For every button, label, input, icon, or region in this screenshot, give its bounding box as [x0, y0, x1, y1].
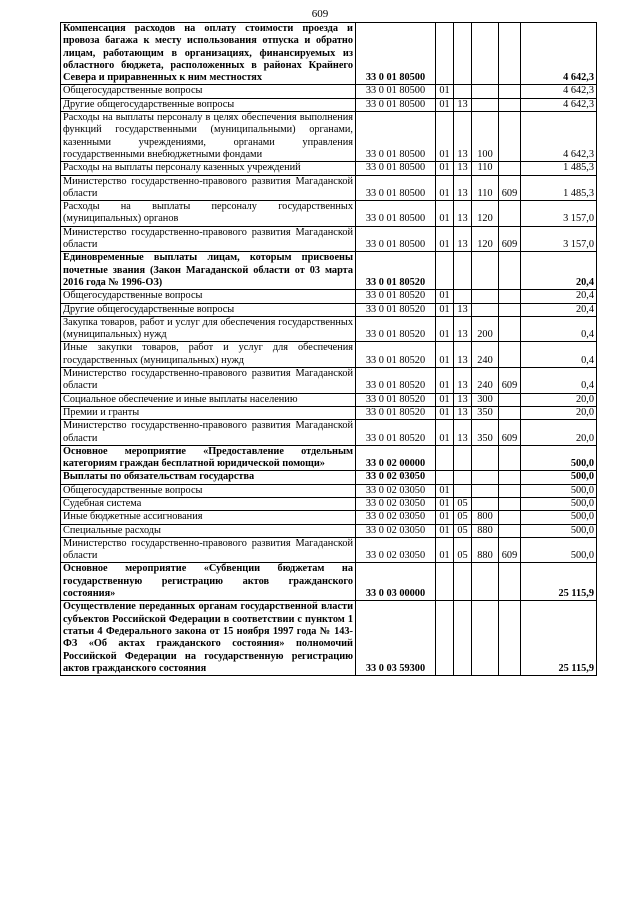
- expense-type-code: 350: [472, 420, 499, 446]
- subsection-code: [454, 601, 472, 676]
- section-code: 01: [436, 290, 454, 303]
- table-row: [61, 420, 597, 446]
- table-row: [61, 471, 597, 484]
- expense-type-code: 100: [472, 112, 499, 162]
- row-name: Иные закупки товаров, работ и услуг для обеспечения государственных (муниципальных) нужд: [61, 342, 356, 368]
- subsection-code: 05: [454, 537, 472, 563]
- target-article-code: 33 0 02 03050: [356, 537, 436, 563]
- row-name: Премии и гранты: [61, 406, 356, 419]
- expense-type-code: 240: [472, 368, 499, 394]
- section-code: 01: [436, 112, 454, 162]
- amount: 25 115,9: [521, 563, 597, 601]
- row-name: Общегосударственные вопросы: [61, 290, 356, 303]
- expense-type-code: 110: [472, 175, 499, 201]
- row-name: Министерство государственно-правового развития Магаданской области: [61, 368, 356, 394]
- row-name: Министерство государственно-правового развития Магаданской области: [61, 537, 356, 563]
- table-row: [61, 445, 597, 471]
- amount: 4 642,3: [521, 112, 597, 162]
- subsection-code: [454, 85, 472, 98]
- section-code: 01: [436, 175, 454, 201]
- row-name: Компенсация расходов на оплату стоимости проезда и провоза багажа к месту использования отпуска и обратно лицам, работающим в организациях, финансируемых из областного бюджета, расположенных в районах Крайнего Севера и приравненных к ним местностях: [61, 23, 356, 85]
- table-row: [61, 201, 597, 227]
- table-row: [61, 484, 597, 497]
- expense-type-code: 350: [472, 406, 499, 419]
- row-name: Расходы на выплаты персоналу государственных (муниципальных) органов: [61, 201, 356, 227]
- expense-type-code: [472, 445, 499, 471]
- department-code: [499, 290, 521, 303]
- table-row: [61, 98, 597, 111]
- row-name: Общегосударственные вопросы: [61, 484, 356, 497]
- target-article-code: 33 0 02 00000: [356, 445, 436, 471]
- table-row: [61, 497, 597, 510]
- department-code: [499, 85, 521, 98]
- target-article-code: 33 0 01 80520: [356, 290, 436, 303]
- target-article-code: 33 0 01 80500: [356, 112, 436, 162]
- amount: 0,4: [521, 368, 597, 394]
- subsection-code: [454, 290, 472, 303]
- amount: 0,4: [521, 342, 597, 368]
- subsection-code: 13: [454, 303, 472, 316]
- department-code: [499, 471, 521, 484]
- subsection-code: [454, 484, 472, 497]
- amount: 500,0: [521, 537, 597, 563]
- section-code: 01: [436, 524, 454, 537]
- amount: 500,0: [521, 484, 597, 497]
- subsection-code: [454, 23, 472, 85]
- expense-type-code: 880: [472, 537, 499, 563]
- table-row: [61, 537, 597, 563]
- department-code: [499, 524, 521, 537]
- expense-type-code: 240: [472, 342, 499, 368]
- subsection-code: 05: [454, 511, 472, 524]
- section-code: 01: [436, 393, 454, 406]
- department-code: 609: [499, 175, 521, 201]
- table-row: [61, 563, 597, 601]
- row-name: Основное мероприятие «Предоставление отдельным категориям граждан бесплатной юридической помощи»: [61, 445, 356, 471]
- department-code: [499, 316, 521, 342]
- expense-type-code: [472, 290, 499, 303]
- table-row: [61, 303, 597, 316]
- row-name: Министерство государственно-правового развития Магаданской области: [61, 175, 356, 201]
- department-code: [499, 23, 521, 85]
- expense-type-code: [472, 23, 499, 85]
- target-article-code: 33 0 03 59300: [356, 601, 436, 676]
- subsection-code: 13: [454, 175, 472, 201]
- target-article-code: 33 0 01 80520: [356, 406, 436, 419]
- amount: 4 642,3: [521, 85, 597, 98]
- target-article-code: 33 0 01 80500: [356, 23, 436, 85]
- amount: 500,0: [521, 471, 597, 484]
- expense-type-code: [472, 497, 499, 510]
- expense-type-code: [472, 471, 499, 484]
- row-name: Общегосударственные вопросы: [61, 85, 356, 98]
- table-row: [61, 23, 597, 85]
- table-row: [61, 162, 597, 175]
- expense-type-code: [472, 303, 499, 316]
- section-code: 01: [436, 316, 454, 342]
- subsection-code: 13: [454, 420, 472, 446]
- row-name: Другие общегосударственные вопросы: [61, 98, 356, 111]
- expense-type-code: 120: [472, 226, 499, 252]
- department-code: [499, 252, 521, 290]
- expense-type-code: 880: [472, 524, 499, 537]
- subsection-code: [454, 471, 472, 484]
- subsection-code: 13: [454, 226, 472, 252]
- amount: 3 157,0: [521, 201, 597, 227]
- amount: 20,0: [521, 420, 597, 446]
- subsection-code: [454, 445, 472, 471]
- target-article-code: 33 0 01 80520: [356, 252, 436, 290]
- section-code: 01: [436, 85, 454, 98]
- department-code: [499, 303, 521, 316]
- target-article-code: 33 0 02 03050: [356, 524, 436, 537]
- department-code: 609: [499, 420, 521, 446]
- row-name: Выплаты по обязательствам государства: [61, 471, 356, 484]
- subsection-code: 13: [454, 368, 472, 394]
- subsection-code: 13: [454, 162, 472, 175]
- table-row: [61, 342, 597, 368]
- department-code: [499, 112, 521, 162]
- section-code: 01: [436, 98, 454, 111]
- section-code: 01: [436, 368, 454, 394]
- section-code: 01: [436, 497, 454, 510]
- row-name: Министерство государственно-правового развития Магаданской области: [61, 226, 356, 252]
- expense-type-code: 300: [472, 393, 499, 406]
- expense-type-code: [472, 601, 499, 676]
- section-code: 01: [436, 511, 454, 524]
- row-name: Единовременные выплаты лицам, которым присвоены почетные звания (Закон Магаданской области от 03 марта 2016 года № 1996-ОЗ): [61, 252, 356, 290]
- section-code: 01: [436, 303, 454, 316]
- amount: 4 642,3: [521, 98, 597, 111]
- amount: 20,0: [521, 406, 597, 419]
- department-code: 609: [499, 537, 521, 563]
- subsection-code: 13: [454, 393, 472, 406]
- target-article-code: 33 0 02 03050: [356, 471, 436, 484]
- department-code: [499, 484, 521, 497]
- subsection-code: 13: [454, 316, 472, 342]
- target-article-code: 33 0 01 80500: [356, 98, 436, 111]
- row-name: Иные бюджетные ассигнования: [61, 511, 356, 524]
- target-article-code: 33 0 01 80500: [356, 226, 436, 252]
- section-code: 01: [436, 537, 454, 563]
- target-article-code: 33 0 01 80520: [356, 342, 436, 368]
- section-code: [436, 445, 454, 471]
- expense-type-code: 800: [472, 511, 499, 524]
- amount: 0,4: [521, 316, 597, 342]
- row-name: Судебная система: [61, 497, 356, 510]
- subsection-code: 13: [454, 342, 472, 368]
- amount: 4 642,3: [521, 23, 597, 85]
- row-name: Специальные расходы: [61, 524, 356, 537]
- target-article-code: 33 0 01 80500: [356, 175, 436, 201]
- amount: 20,4: [521, 290, 597, 303]
- table-row: [61, 112, 597, 162]
- table-row: [61, 524, 597, 537]
- expense-type-code: 120: [472, 201, 499, 227]
- amount: 500,0: [521, 445, 597, 471]
- subsection-code: [454, 563, 472, 601]
- amount: 25 115,9: [521, 601, 597, 676]
- section-code: 01: [436, 420, 454, 446]
- row-name: Осуществление переданных органам государственной власти субъектов Российской Федерации в соответствии с пунктом 1 статьи 4 Федерального закона от 15 ноября 1997 года № 143-ФЗ «Об актах гражданского состояния» полномочий Российской Федерации на государственную регистрацию актов гражданского состояния: [61, 601, 356, 676]
- subsection-code: 05: [454, 524, 472, 537]
- table-row: [61, 406, 597, 419]
- target-article-code: 33 0 01 80520: [356, 368, 436, 394]
- subsection-code: [454, 252, 472, 290]
- expense-type-code: 110: [472, 162, 499, 175]
- target-article-code: 33 0 01 80520: [356, 393, 436, 406]
- section-code: 01: [436, 226, 454, 252]
- section-code: 01: [436, 201, 454, 227]
- subsection-code: 05: [454, 497, 472, 510]
- row-name: Социальное обеспечение и иные выплаты населению: [61, 393, 356, 406]
- section-code: 01: [436, 484, 454, 497]
- section-code: [436, 563, 454, 601]
- table-row: [61, 252, 597, 290]
- table-row: [61, 226, 597, 252]
- row-name: Министерство государственно-правового развития Магаданской области: [61, 420, 356, 446]
- budget-table: [60, 22, 597, 676]
- table-row: [61, 368, 597, 394]
- target-article-code: 33 0 02 03050: [356, 497, 436, 510]
- department-code: [499, 497, 521, 510]
- section-code: 01: [436, 162, 454, 175]
- section-code: [436, 601, 454, 676]
- department-code: [499, 406, 521, 419]
- amount: 500,0: [521, 524, 597, 537]
- section-code: 01: [436, 406, 454, 419]
- subsection-code: 13: [454, 98, 472, 111]
- table-row: [61, 85, 597, 98]
- table-row: [61, 175, 597, 201]
- target-article-code: 33 0 01 80520: [356, 316, 436, 342]
- section-code: [436, 471, 454, 484]
- amount: 1 485,3: [521, 162, 597, 175]
- table-row: [61, 511, 597, 524]
- amount: 20,4: [521, 303, 597, 316]
- row-name: Закупка товаров, работ и услуг для обеспечения государственных (муниципальных) нужд: [61, 316, 356, 342]
- department-code: 609: [499, 368, 521, 394]
- subsection-code: 13: [454, 201, 472, 227]
- department-code: [499, 445, 521, 471]
- amount: 20,4: [521, 252, 597, 290]
- expense-type-code: [472, 98, 499, 111]
- table-row: [61, 290, 597, 303]
- expense-type-code: [472, 563, 499, 601]
- row-name: Расходы на выплаты персоналу казенных учреждений: [61, 162, 356, 175]
- amount: 1 485,3: [521, 175, 597, 201]
- department-code: [499, 201, 521, 227]
- table-row: [61, 316, 597, 342]
- section-code: [436, 252, 454, 290]
- target-article-code: 33 0 02 03050: [356, 484, 436, 497]
- target-article-code: 33 0 01 80500: [356, 85, 436, 98]
- target-article-code: 33 0 01 80500: [356, 162, 436, 175]
- expense-type-code: 200: [472, 316, 499, 342]
- department-code: [499, 563, 521, 601]
- department-code: [499, 162, 521, 175]
- expense-type-code: [472, 85, 499, 98]
- row-name: Расходы на выплаты персоналу в целях обеспечения выполнения функций государственными (муниципальными) органами, казенными учреждениями, органами управления государственными внебюджетными фондами: [61, 112, 356, 162]
- amount: 3 157,0: [521, 226, 597, 252]
- expense-type-code: [472, 252, 499, 290]
- department-code: [499, 342, 521, 368]
- table-row: [61, 393, 597, 406]
- amount: 500,0: [521, 497, 597, 510]
- target-article-code: 33 0 02 03050: [356, 511, 436, 524]
- subsection-code: 13: [454, 406, 472, 419]
- amount: 20,0: [521, 393, 597, 406]
- expense-type-code: [472, 484, 499, 497]
- table-row: [61, 601, 597, 676]
- department-code: [499, 393, 521, 406]
- row-name: Основное мероприятие «Субвенции бюджетам на государственную регистрацию актов гражданского состояния»: [61, 563, 356, 601]
- target-article-code: 33 0 01 80520: [356, 303, 436, 316]
- department-code: [499, 98, 521, 111]
- section-code: 01: [436, 342, 454, 368]
- target-article-code: 33 0 03 00000: [356, 563, 436, 601]
- page-number: 609: [311, 8, 329, 20]
- target-article-code: 33 0 01 80500: [356, 201, 436, 227]
- target-article-code: 33 0 01 80520: [356, 420, 436, 446]
- department-code: [499, 511, 521, 524]
- row-name: Другие общегосударственные вопросы: [61, 303, 356, 316]
- amount: 500,0: [521, 511, 597, 524]
- subsection-code: 13: [454, 112, 472, 162]
- department-code: [499, 601, 521, 676]
- department-code: 609: [499, 226, 521, 252]
- section-code: [436, 23, 454, 85]
